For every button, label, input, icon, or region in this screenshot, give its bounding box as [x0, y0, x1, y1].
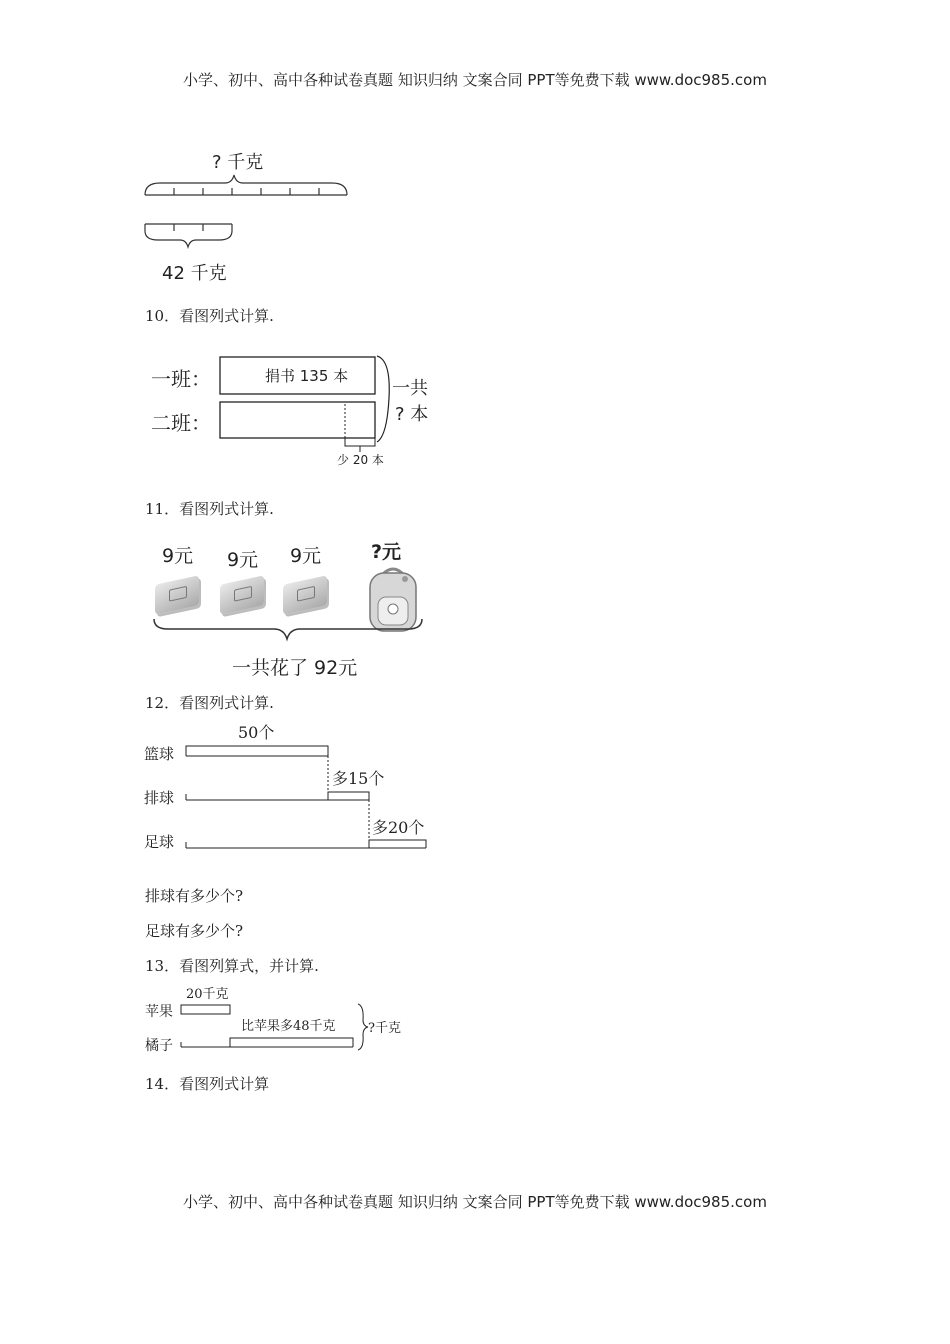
q9-bottom-brace [145, 231, 232, 247]
q10-row2-label: 二班： [151, 411, 211, 435]
q9-bottom-ticks [145, 224, 232, 231]
q13-row-orange: 橘子 [145, 1038, 173, 1054]
q9-diagram [140, 145, 360, 290]
q13-diagram [140, 980, 420, 1058]
pencil-case-icon [220, 575, 264, 614]
q13-orange-bracket [230, 1038, 353, 1047]
q12-football-extra: 多20个 [372, 818, 425, 837]
q13-title: 13．看图列算式，并计算. [145, 957, 319, 975]
q9-bottom-label: 42 千克 [162, 263, 227, 284]
q11-price-1: 9元 [162, 545, 194, 567]
page-header: 小学、初中、高中各种试卷真题 知识归纳 文案合同 PPT等免费下载 www.doc985.com [183, 71, 767, 89]
q10-diagram [145, 350, 445, 475]
q12-row-volleyball: 排球 [144, 789, 175, 807]
q11-total-label: 一共花了 92元 [232, 657, 358, 679]
q10-total-label-2: ? 本 [395, 404, 429, 425]
q11-bag-price: ?元 [371, 541, 402, 563]
q10-title: 10．看图列式计算. [145, 307, 274, 325]
pencil-case-icon [283, 575, 327, 614]
q14-title: 14．看图列式计算 [145, 1075, 270, 1093]
q12-football-bracket [369, 840, 426, 848]
q11-price-3: 9元 [290, 545, 322, 567]
q9-top-label: ? 千克 [212, 152, 264, 173]
q9-top-brace [145, 175, 347, 195]
q12-question-1: 排球有多少个? [145, 887, 244, 905]
q12-title: 12．看图列式计算. [145, 694, 274, 712]
q12-basketball-label: 50个 [238, 723, 275, 742]
q10-diff-label: 少 20 本 [337, 453, 384, 467]
q12-volleyball-bracket [328, 792, 369, 800]
q12-question-2: 足球有多少个? [145, 922, 244, 940]
q10-total-label-1: 一共 [392, 378, 428, 399]
q10-bar1-text: 捐书 135 本 [265, 367, 349, 385]
q13-apple-bar [181, 1005, 230, 1014]
q12-row-football: 足球 [144, 833, 175, 851]
q13-orange-extra: 比苹果多48千克 [241, 1019, 336, 1034]
q13-total-label: ?千克 [368, 1021, 401, 1036]
q11-price-2: 9元 [227, 549, 259, 571]
q13-row-apple: 苹果 [145, 1004, 173, 1020]
q10-less-bracket [345, 438, 375, 452]
q10-less-segment [345, 402, 375, 438]
q9-top-ticks [174, 188, 319, 195]
pencil-case-icon [155, 575, 199, 614]
q12-volleyball-extra: 多15个 [332, 769, 385, 788]
q11-total-brace [150, 617, 430, 647]
q10-bar-class2 [220, 402, 375, 438]
page-footer: 小学、初中、高中各种试卷真题 知识归纳 文案合同 PPT等免费下载 www.doc985.com [183, 1193, 767, 1211]
q10-row1-label: 一班： [151, 367, 211, 391]
q11-title: 11．看图列式计算. [145, 500, 274, 518]
q10-total-brace [377, 356, 389, 442]
q12-row-basketball: 篮球 [144, 745, 175, 763]
q11-diagram [150, 535, 440, 680]
q12-basketball-bracket [186, 746, 328, 756]
q13-total-brace [358, 1004, 368, 1050]
q12-diagram [140, 718, 440, 858]
q13-apple-label: 20千克 [186, 987, 229, 1002]
